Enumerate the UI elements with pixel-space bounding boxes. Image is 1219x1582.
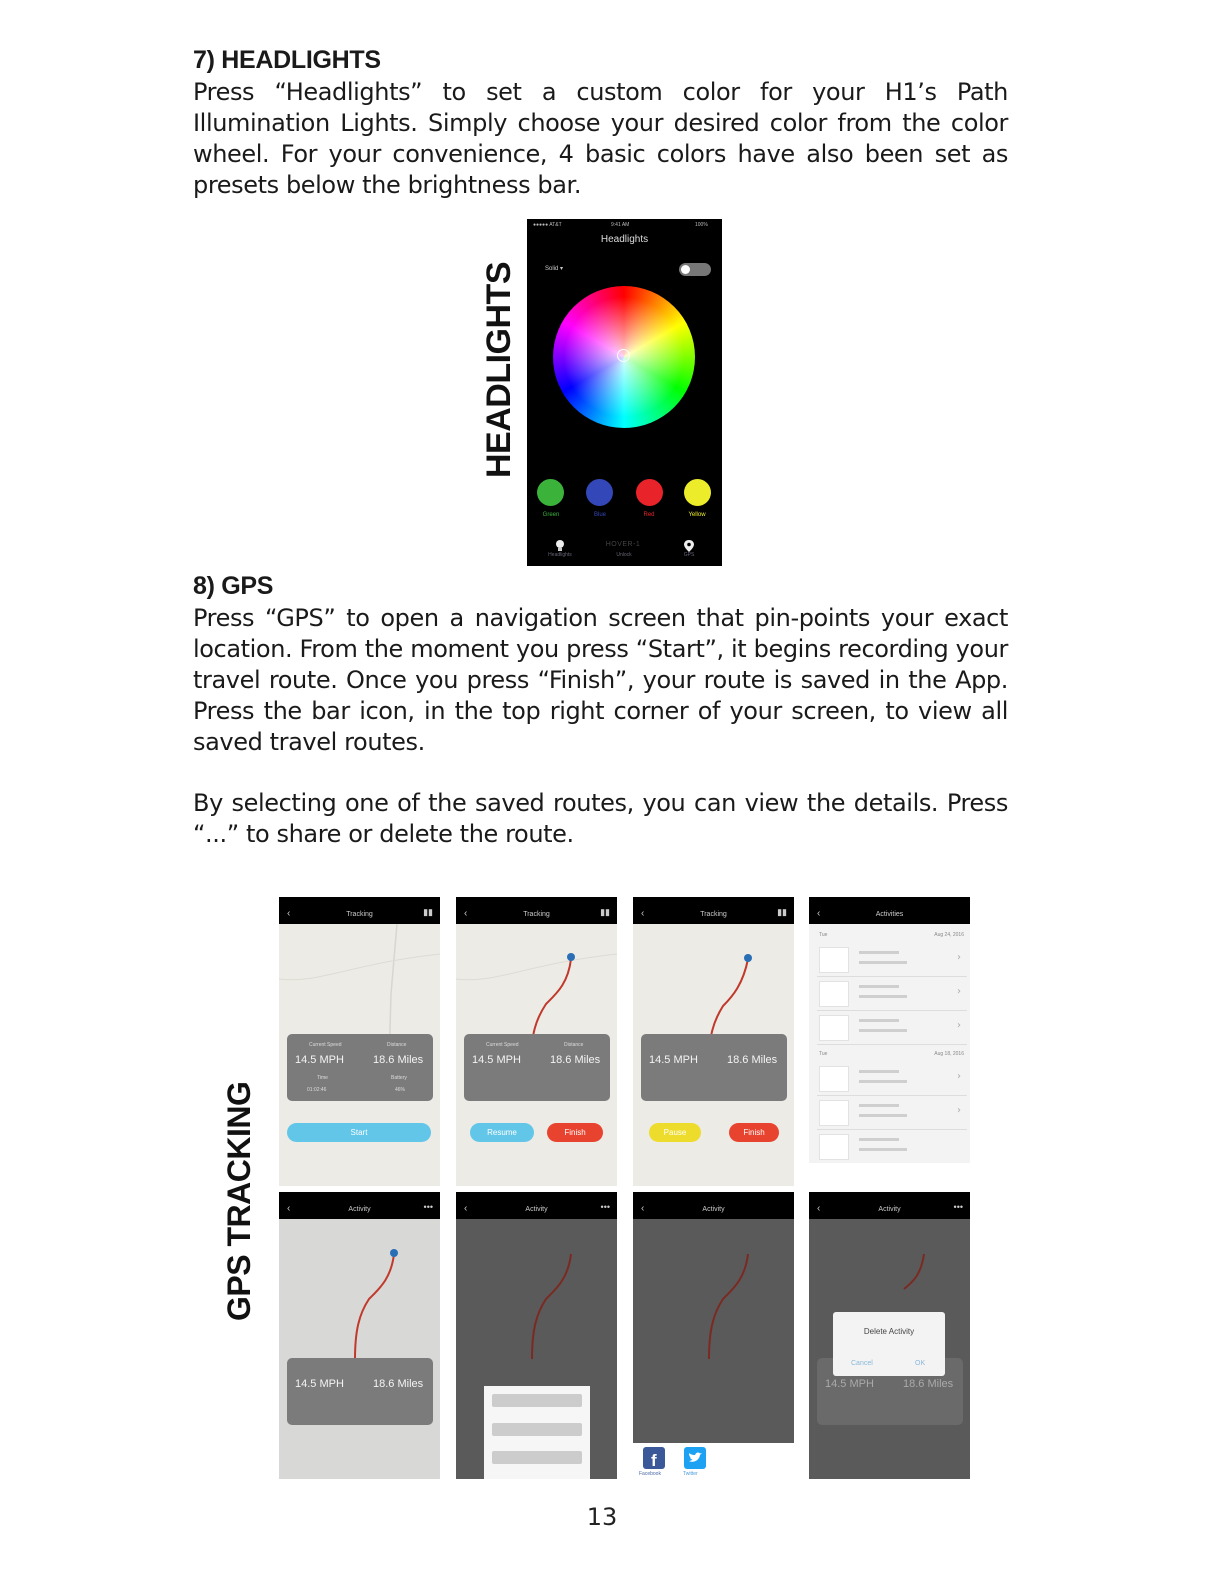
speed-value: 14.5 MPH: [295, 1378, 344, 1390]
distance-label: Distance: [387, 1042, 407, 1048]
back-icon[interactable]: ‹: [464, 1203, 468, 1214]
page-number: 13: [586, 1503, 618, 1531]
current-speed-label: Current Speed: [486, 1042, 519, 1048]
twitter-icon[interactable]: [684, 1447, 706, 1469]
activity-list-item[interactable]: [817, 943, 967, 977]
bar-chart-icon[interactable]: ▮▮: [423, 907, 433, 917]
bar-chart-icon[interactable]: ▮▮: [777, 907, 787, 917]
battery-label: Battery: [391, 1075, 407, 1081]
nav-bar: [633, 1192, 794, 1219]
facebook-icon[interactable]: [643, 1447, 665, 1469]
gps-description: Press “GPS” to open a navigation screen that pin-points your exact location. From the moment you press “Start”, it begins recording your travel route. Once you press “Finish”, your route is saved in the App. Press the bar icon, in the top right corner of your screen, to view all saved travel routes.: [193, 604, 1008, 756]
preset-green-label: Green: [542, 512, 560, 518]
start-button[interactable]: Start: [287, 1123, 431, 1142]
back-icon[interactable]: ‹: [464, 908, 468, 919]
delete-activity-dialog: [833, 1312, 945, 1376]
screen-title: Tracking: [346, 911, 373, 918]
action-sheet-option[interactable]: [492, 1423, 582, 1436]
tracking-screen-start: [279, 897, 440, 1186]
tracking-screen-pause: [633, 897, 794, 1186]
group-day: Tue: [819, 1051, 828, 1057]
distance-value: 18.6 Miles: [550, 1054, 601, 1066]
facebook-label: Facebook: [639, 1471, 661, 1477]
section-heading-gps: 8) GPS: [193, 572, 274, 600]
gps-routes-description: By selecting one of the saved routes, you can view the details. Press “...” to share or delete the route.: [193, 789, 1008, 848]
screen-title: Headlights: [600, 234, 649, 245]
nav-bar: [279, 1192, 440, 1219]
group-date: Aug 24, 2016: [934, 932, 964, 938]
activities-list-screen: [809, 897, 970, 1163]
gps-tracking-side-label: GPS TRACKING: [221, 1081, 257, 1321]
preset-red-button[interactable]: [636, 479, 663, 506]
finish-button[interactable]: Finish: [547, 1123, 603, 1142]
screen-title: Tracking: [700, 911, 727, 918]
distance-value: 18.6 Miles: [373, 1378, 424, 1390]
color-picker-handle[interactable]: [617, 349, 630, 362]
list-group-header: [819, 932, 964, 938]
group-day: Tue: [819, 932, 828, 938]
chevron-right-icon: ›: [957, 986, 961, 997]
pause-button[interactable]: Pause: [649, 1123, 701, 1142]
distance-value: 18.6 Miles: [727, 1054, 778, 1066]
finish-button[interactable]: Finish: [729, 1123, 779, 1142]
location-pin-icon[interactable]: [683, 539, 695, 553]
screen-title: Activity: [348, 1206, 371, 1213]
stats-panel: [287, 1034, 433, 1101]
map-view: [633, 1219, 794, 1443]
preset-blue-button[interactable]: [586, 479, 613, 506]
carrier-text: ●●●●● AT&T: [533, 222, 562, 228]
more-options-icon[interactable]: •••: [953, 1202, 963, 1212]
headlights-side-label: HEADLIGHTS: [480, 262, 518, 478]
nav-bar: [456, 897, 617, 924]
stats-panel: [464, 1034, 610, 1101]
chevron-right-icon: ›: [957, 1071, 961, 1082]
activity-list-item[interactable]: [817, 1062, 967, 1096]
activity-options-screen: [456, 1192, 617, 1479]
activity-list-item[interactable]: [817, 1130, 967, 1163]
headlights-description: Press “Headlights” to set a custom color for your H1’s Path Illumination Lights. Simply choose your desired color from the color wheel. For your convenience, 4 basic colors have also been set as presets below the brightness bar.: [193, 78, 1008, 199]
time-label: Time: [317, 1075, 328, 1081]
back-icon[interactable]: ‹: [641, 908, 645, 919]
nav-bar: [809, 897, 970, 924]
back-icon[interactable]: ‹: [817, 1203, 821, 1214]
distance-value: 18.6 Miles: [373, 1054, 424, 1066]
share-screen: [633, 1192, 794, 1479]
battery-value: 46%: [395, 1087, 406, 1093]
location-pin: [567, 953, 575, 961]
cancel-button[interactable]: Cancel: [851, 1360, 873, 1367]
group-date: Aug 18, 2016: [934, 1051, 964, 1057]
resume-button[interactable]: Resume: [470, 1123, 534, 1142]
bar-chart-icon[interactable]: ▮▮: [600, 907, 610, 917]
action-sheet-option[interactable]: [492, 1451, 582, 1464]
nav-bar: [633, 897, 794, 924]
speed-value: 14.5 MPH: [295, 1054, 344, 1066]
preset-blue-label: Blue: [593, 512, 606, 518]
screen-title: Activity: [702, 1206, 725, 1213]
battery-text: 100%: [695, 222, 708, 228]
preset-green-button[interactable]: [537, 479, 564, 506]
tracking-screen-resume: [456, 897, 617, 1186]
back-icon[interactable]: ‹: [641, 1203, 645, 1214]
power-toggle[interactable]: [679, 263, 711, 276]
preset-yellow-label: Yellow: [688, 512, 706, 518]
svg-text:f: f: [651, 1451, 657, 1469]
distance-label: Distance: [564, 1042, 584, 1048]
chevron-right-icon: ›: [957, 1105, 961, 1116]
nav-bar: [456, 1192, 617, 1219]
more-options-icon[interactable]: •••: [600, 1202, 610, 1212]
preset-yellow-button[interactable]: [684, 479, 711, 506]
speed-value: 14.5 MPH: [825, 1378, 874, 1390]
back-icon[interactable]: ‹: [287, 908, 291, 919]
brand-logo-text: HOVER-1: [605, 541, 641, 548]
twitter-label: Twitter: [683, 1471, 698, 1477]
nav-bar: [279, 897, 440, 924]
speed-value: 14.5 MPH: [472, 1054, 521, 1066]
location-pin: [744, 954, 752, 962]
more-options-icon[interactable]: •••: [423, 1202, 433, 1212]
color-wheel[interactable]: [553, 286, 695, 428]
preset-red-label: Red: [643, 512, 655, 518]
speed-value: 14.5 MPH: [649, 1054, 698, 1066]
time-value: 01:02:46: [307, 1087, 327, 1093]
chevron-right-icon: ›: [957, 952, 961, 963]
activity-list-item[interactable]: [817, 977, 967, 1011]
activity-list-item[interactable]: [817, 1096, 967, 1130]
activity-detail-screen: [279, 1192, 440, 1479]
nav-gps-label: GPS: [683, 552, 695, 558]
status-time: 9:41 AM: [611, 222, 630, 228]
action-sheet-option[interactable]: [492, 1394, 582, 1407]
list-group-header: [819, 1051, 964, 1057]
location-pin: [390, 1249, 398, 1257]
action-sheet: [484, 1386, 590, 1479]
screen-title: Tracking: [523, 911, 550, 918]
stats-panel: [641, 1034, 787, 1101]
dialog-title: Delete Activity: [863, 1327, 915, 1336]
stats-panel: [287, 1358, 433, 1425]
screen-title: Activities: [875, 911, 904, 918]
mode-dropdown[interactable]: Solid ▾: [545, 266, 564, 272]
screen-title: Activity: [525, 1206, 548, 1213]
distance-value: 18.6 Miles: [903, 1378, 954, 1390]
back-icon[interactable]: ‹: [287, 1203, 291, 1214]
nav-unlock-label: Unlock: [616, 552, 632, 558]
nav-bar: [809, 1192, 970, 1219]
delete-activity-screen: [809, 1192, 970, 1479]
bulb-icon[interactable]: [553, 539, 567, 553]
section-heading-headlights: 7) HEADLIGHTS: [193, 46, 381, 74]
nav-headlights-label: Headlights: [548, 552, 572, 558]
current-speed-label: Current Speed: [309, 1042, 342, 1048]
map-view[interactable]: [279, 1219, 440, 1479]
chevron-right-icon: ›: [957, 1020, 961, 1031]
ok-button[interactable]: OK: [915, 1360, 926, 1367]
headlights-screen: [527, 219, 722, 566]
activity-list-item[interactable]: [817, 1011, 967, 1045]
screen-title: Activity: [878, 1206, 901, 1213]
status-bar: [527, 221, 722, 231]
back-icon[interactable]: ‹: [817, 908, 821, 919]
